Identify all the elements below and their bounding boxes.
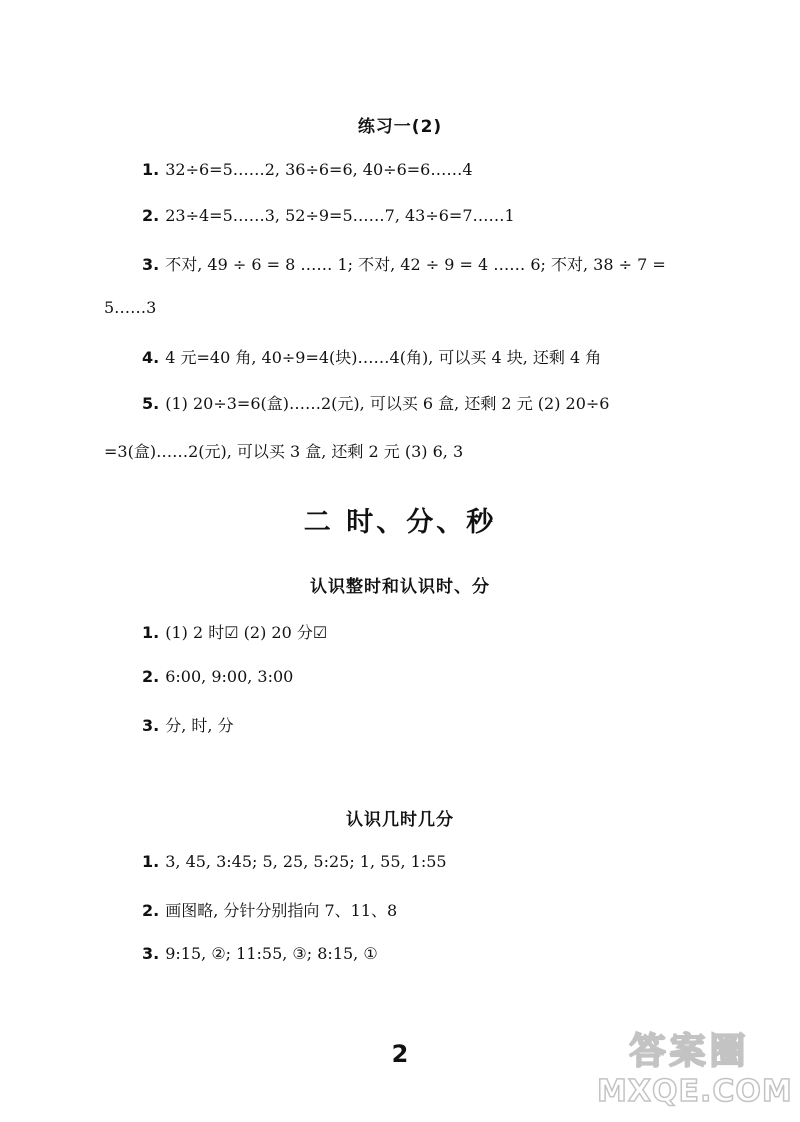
item-number: 2. (142, 901, 160, 920)
watermark-bottom-text: MXQE.COM (597, 1074, 793, 1109)
answer-line-continuation: =3(盒)……2(元), 可以买 3 盒, 还剩 2 元 (3) 6, 3 (104, 442, 464, 461)
item-number: 3. (142, 944, 160, 963)
item-text: 32÷6=5……2, 36÷6=6, 40÷6=6……4 (165, 160, 473, 179)
item-text: 3, 45, 3:45; 5, 25, 5:25; 1, 55, 1:55 (165, 852, 447, 871)
answer-line (142, 206, 515, 225)
answer-line (142, 252, 666, 275)
item-text: 画图略, 分针分别指向 7、11、8 (165, 901, 398, 920)
answer-line (142, 620, 327, 643)
item-text: 9:15, ②; 11:55, ③; 8:15, ① (165, 944, 378, 963)
item-number: 2. (142, 667, 160, 686)
item-text: 分, 时, 分 (165, 716, 234, 735)
answer-line-continuation: 5……3 (104, 298, 157, 317)
answer-line (142, 852, 447, 871)
item-number: 1. (142, 623, 160, 642)
item-number: 2. (142, 206, 160, 225)
item-number: 3. (142, 255, 160, 274)
item-text: (1) 2 时☑ (2) 20 分☑ (165, 623, 328, 642)
answer-line (142, 391, 609, 414)
item-number: 1. (142, 852, 160, 871)
item-number: 1. (142, 160, 160, 179)
chapter-title: 二 时、分、秒 (303, 507, 497, 538)
watermark-top-text: 答案圈 (629, 1031, 750, 1072)
answer-line (142, 713, 234, 736)
section-title-time-reading: 认识几时几分 (346, 810, 454, 830)
item-text: 6:00, 9:00, 3:00 (165, 667, 294, 686)
section-title-practice-1-2: 练习一(2) (357, 117, 443, 137)
page-number: 2 (391, 1040, 409, 1068)
item-text: 23÷4=5……3, 52÷9=5……7, 43÷6=7……1 (165, 206, 515, 225)
answer-line (142, 345, 601, 368)
item-text: (1) 20÷3=6(盒)……2(元), 可以买 6 盒, 还剩 2 元 (2) 20÷6 (165, 394, 610, 413)
section-title-hours-minutes: 认识整时和认识时、分 (310, 577, 490, 597)
answer-line (142, 667, 293, 686)
answer-line (142, 160, 473, 179)
item-text: 不对, 49 ÷ 6 = 8 …… 1; 不对, 42 ÷ 9 = 4 …… 6; 不对, 38 ÷ 7 = (165, 255, 666, 274)
answer-line (142, 898, 397, 921)
item-number: 5. (142, 394, 160, 413)
answer-line (142, 944, 378, 963)
watermark-logo (597, 1030, 793, 1115)
item-number: 4. (142, 348, 160, 367)
item-text: 4 元=40 角, 40÷9=4(块)……4(角), 可以买 4 块, 还剩 4 角 (165, 348, 602, 367)
item-number: 3. (142, 716, 160, 735)
